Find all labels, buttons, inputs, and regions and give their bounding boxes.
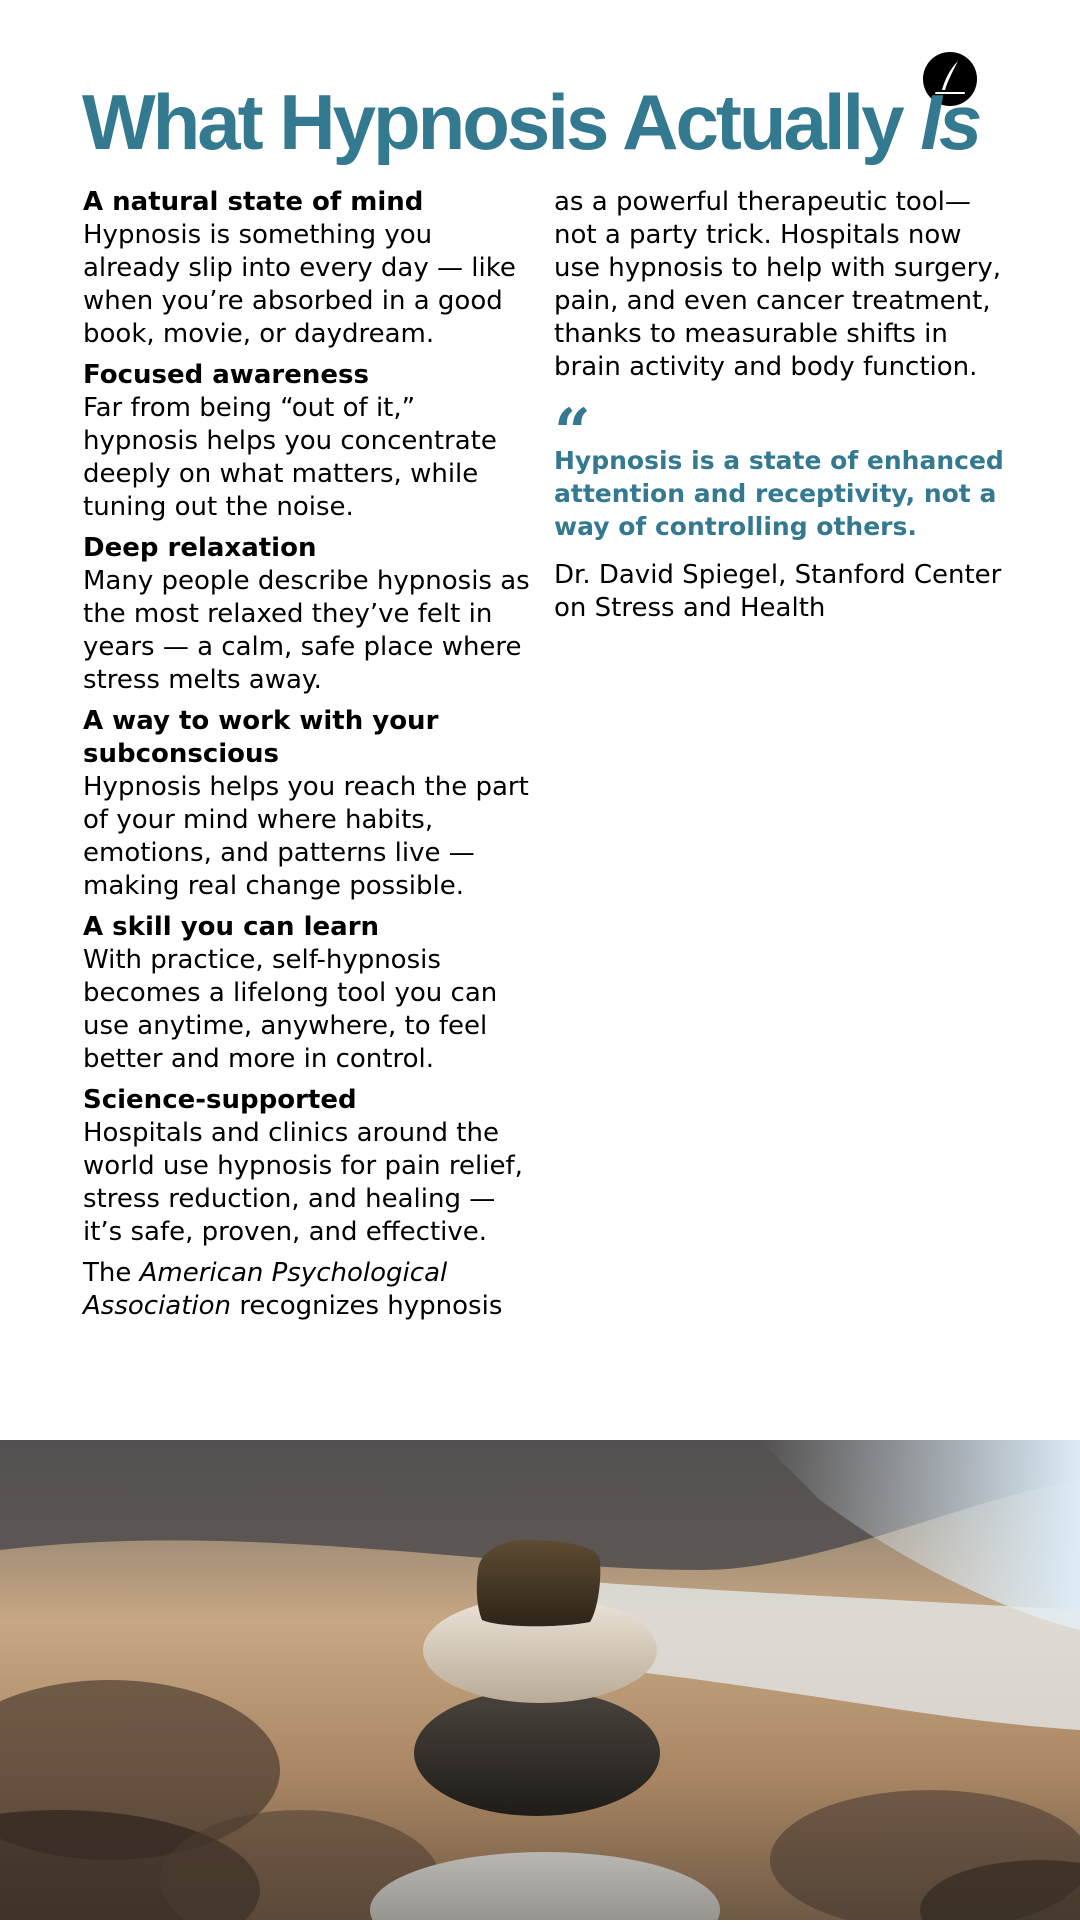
quote-attribution: Dr. David Spiegel, Stanford Center on Stress and Health — [554, 560, 1002, 623]
page-title — [82, 72, 979, 172]
point-heading: Deep relaxation — [83, 533, 317, 563]
point-item — [83, 911, 533, 1076]
page-title-main: What Hypnosis Actually — [82, 78, 902, 166]
point-heading: Focused awareness — [83, 360, 369, 390]
point-body: Many people describe hypnosis as the most relaxed they’ve felt in years — a calm, safe place where stress melts away. — [83, 566, 530, 695]
apa-suffix: recognizes hypnosis — [239, 1291, 503, 1321]
point-item — [83, 359, 533, 524]
page-title-emphasis: Is — [920, 78, 980, 166]
apa-organization: American Psychological Association — [83, 1258, 448, 1321]
pull-quote: Hypnosis is a state of enhanced attention and receptivity, not a way of controlling others. — [554, 446, 1004, 541]
point-item — [83, 705, 533, 903]
point-body: Hospitals and clinics around the world use hypnosis for pain relief, stress reduction, and healing — it’s safe, proven, and effective. — [83, 1118, 523, 1247]
point-body: Far from being “out of it,” hypnosis helps you concentrate deeply on what matters, while tuning out the noise. — [83, 393, 497, 522]
left-column — [83, 186, 533, 1323]
apa-continuation: as a powerful therapeutic tool—not a party trick. Hospitals now use hypnosis to help with surgery, pain, and even cancer treatment, thanks to measurable shifts in brain activity and body function. — [554, 187, 1001, 382]
point-heading: A skill you can learn — [83, 912, 380, 942]
point-body: Hypnosis helps you reach the part of your mind where habits, emotions, and patterns live — making real change possible. — [83, 772, 529, 901]
point-heading: A natural state of mind — [83, 187, 424, 217]
point-heading: Science-supported — [83, 1085, 357, 1115]
apa-paragraph — [83, 1257, 533, 1323]
quote-mark-icon — [554, 400, 1004, 434]
point-heading: A way to work with your subconscious — [83, 706, 439, 769]
point-body: With practice, self-hypnosis becomes a lifelong tool you can use anytime, anywhere, to feel better and more in control. — [83, 945, 498, 1074]
stacked-stones-beach-photo — [0, 1440, 1080, 1920]
point-item — [83, 532, 533, 697]
point-item — [83, 1084, 533, 1249]
right-column — [554, 186, 1004, 625]
apa-prefix: The — [83, 1258, 132, 1288]
point-item — [83, 186, 533, 351]
point-body: Hypnosis is something you already slip into every day — like when you’re absorbed in a good book, movie, or daydream. — [83, 220, 516, 349]
